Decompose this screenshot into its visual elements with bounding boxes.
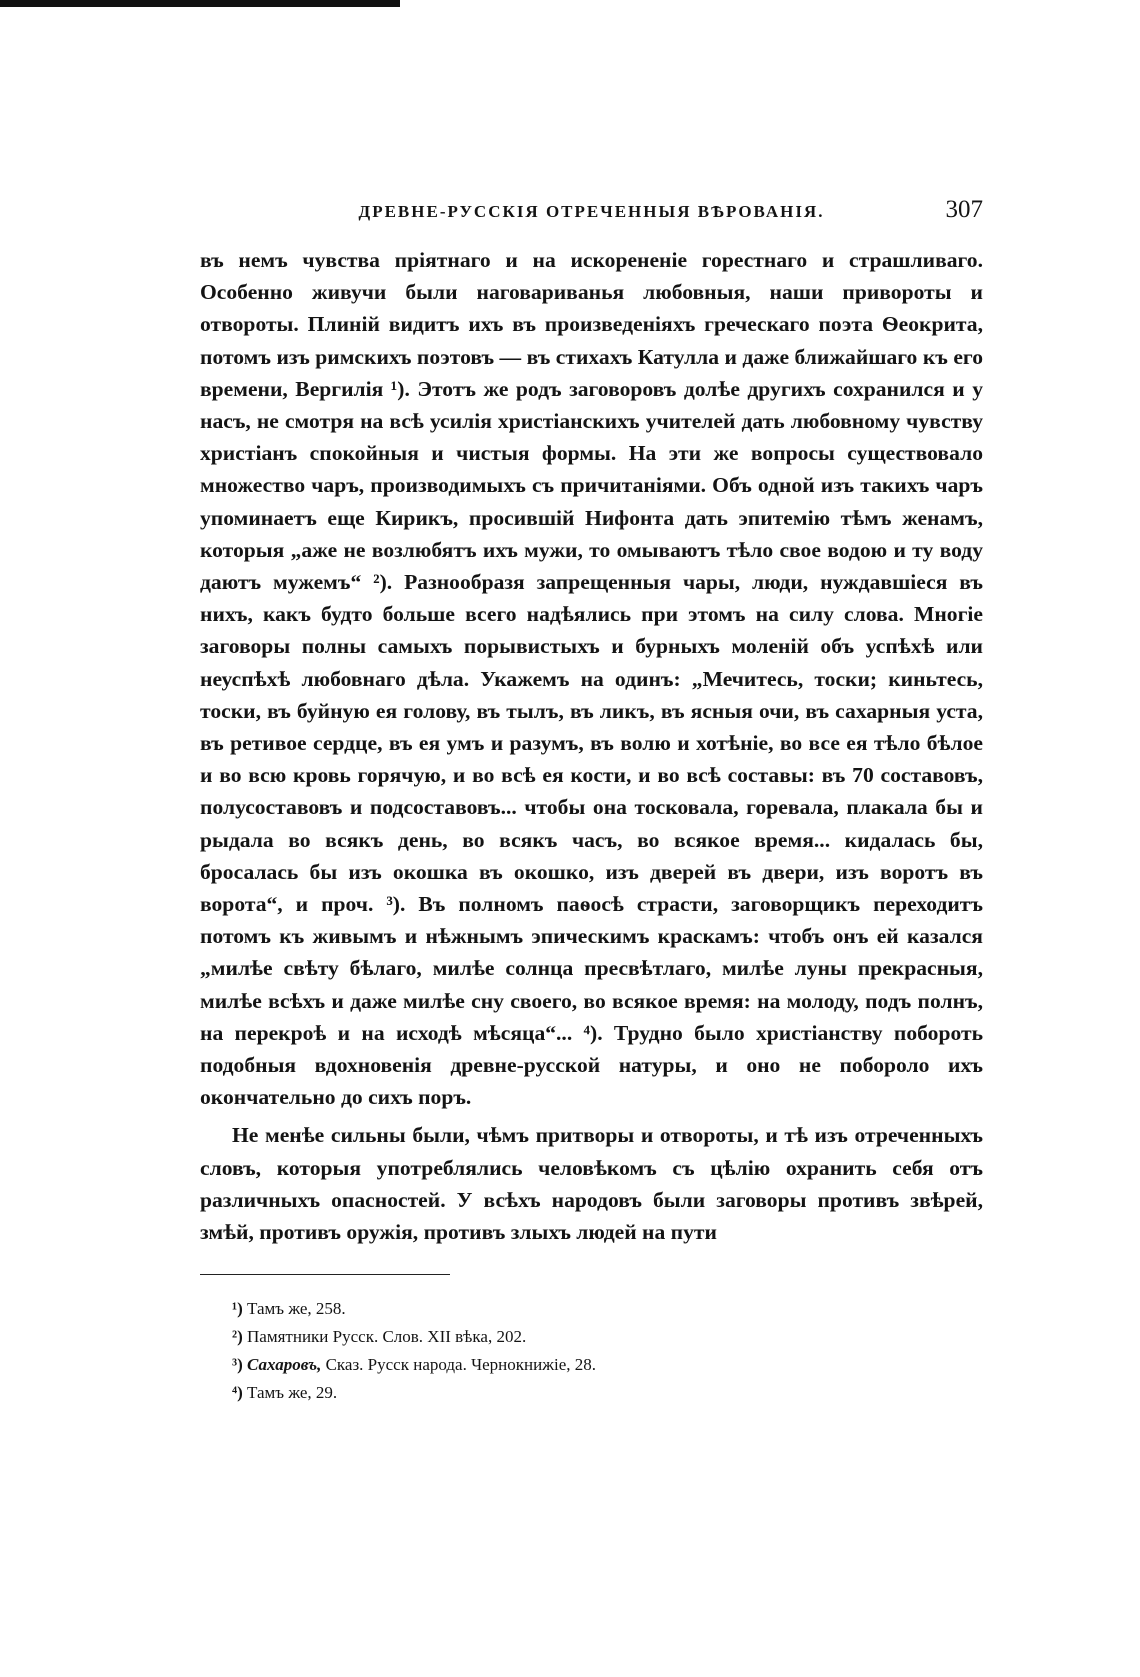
footnote-text: Тамъ же, 258. — [247, 1299, 346, 1319]
footnote-3 — [200, 1351, 983, 1379]
footnote-mark: ³) — [232, 1355, 243, 1375]
paragraph-2: Не менѣе сильны были, чѣмъ притворы и отвороты, и тѣ изъ отреченныхъ словъ, которыя употреблялись человѣкомъ съ цѣлію охранить себя отъ различныхъ опасностей. У всѣхъ народовъ были заговоры противъ звѣрей, змѣй, противъ оружія, противъ злыхъ людей на пути — [200, 1123, 983, 1245]
footnote-text: Сказ. Русск народа. Чернокнижіе, 28. — [325, 1355, 596, 1375]
page-number: 307 — [945, 196, 983, 223]
footnote-text: Тамъ же, 29. — [247, 1383, 338, 1403]
footnotes — [200, 1295, 983, 1407]
running-head — [200, 196, 983, 244]
body-text — [200, 244, 983, 1248]
footnote-1 — [200, 1295, 983, 1323]
footnote-2 — [200, 1323, 983, 1351]
page — [200, 196, 983, 1407]
footnote-separator — [200, 1274, 450, 1275]
running-title: ДРЕВНЕ-РУССКІЯ ОТРЕЧЕННЫЯ ВѢРОВАНІЯ. — [358, 202, 825, 221]
footnote-text: Памятники Русск. Слов. XII вѣка, 202. — [247, 1327, 527, 1347]
footnote-mark: ¹) — [232, 1299, 243, 1319]
top-edge-rule — [0, 0, 400, 7]
footnote-4 — [200, 1379, 983, 1407]
footnote-author: Сахаровъ, — [247, 1355, 322, 1375]
footnote-mark: ⁴) — [232, 1383, 243, 1403]
footnote-mark: ²) — [232, 1327, 243, 1347]
paragraph-1: въ немъ чувства пріятнаго и на искорененіе горестнаго и страшливаго. Особенно живучи были наговариванья любовныя, наши привороты и отвороты. Плиній видитъ ихъ въ произведеніяхъ греческаго поэта Ѳеокрита, потомъ изъ римскихъ поэтовъ — въ стихахъ Катулла и даже ближайшаго къ его времени, Вергилія ¹). Этотъ же родъ заговоровъ долѣе другихъ сохранился и у насъ, не смотря на всѣ усилія христіанскихъ учителей дать любовному чувству христіанъ спокойныя и чистыя формы. На эти же вопросы существовало множество чаръ, производимыхъ съ причитаніями. Объ одной изъ такихъ чаръ упоминаетъ еще Кирикъ, просившій Нифонта дать эпитемію тѣмъ женамъ, которыя „аже не возлюбятъ ихъ мужи, то омываютъ тѣло свое водою и ту воду даютъ мужемъ“ ²). Разнообразя запрещенныя чары, люди, нуждавшіеся въ нихъ, какъ будто больше всего надѣялись при этомъ на силу слова. Многіе заговоры полны самыхъ порывистыхъ и бурныхъ моленій объ успѣхѣ или неуспѣхѣ любовнаго дѣла. Укажемъ на одинъ: „Мечитесь, тоски; киньтесь, тоски, въ буйную ея голову, въ тылъ, въ ликъ, въ ясныя очи, въ сахарныя уста, въ ретивое сердце, въ ея умъ и разумъ, въ волю и хотѣніе, во все ея тѣло бѣлое и во всю кровь горячую, и во всѣ ея кости, и во всѣ составы: въ 70 составовъ, полусоставовъ и подсоставовъ... чтобы она тосковала, горевала, плакала бы и рыдала во всякъ день, во всякъ часъ, во всякое время... кидалась бы, бросалась бы изъ окошка въ окошко, изъ дверей въ двери, изъ воротъ въ ворота“, и проч. ³). Въ полномъ паѳосѣ страсти, заговорщикъ переходитъ потомъ къ живымъ и нѣжнымъ эпическимъ краскамъ: чтобъ онъ ей казался „милѣе свѣту бѣлаго, милѣе солнца пресвѣтлаго, милѣе луны прекрасныя, милѣе всѣхъ и даже милѣе сну своего, во всякое время: на молоду, подъ полнъ, на перекроѣ и на исходѣ мѣсяца“... ⁴). Трудно было христіанству побороть подобныя вдохновенія древне-русской натуры, и оно не побороло ихъ окончательно до сихъ поръ. — [200, 248, 983, 1110]
